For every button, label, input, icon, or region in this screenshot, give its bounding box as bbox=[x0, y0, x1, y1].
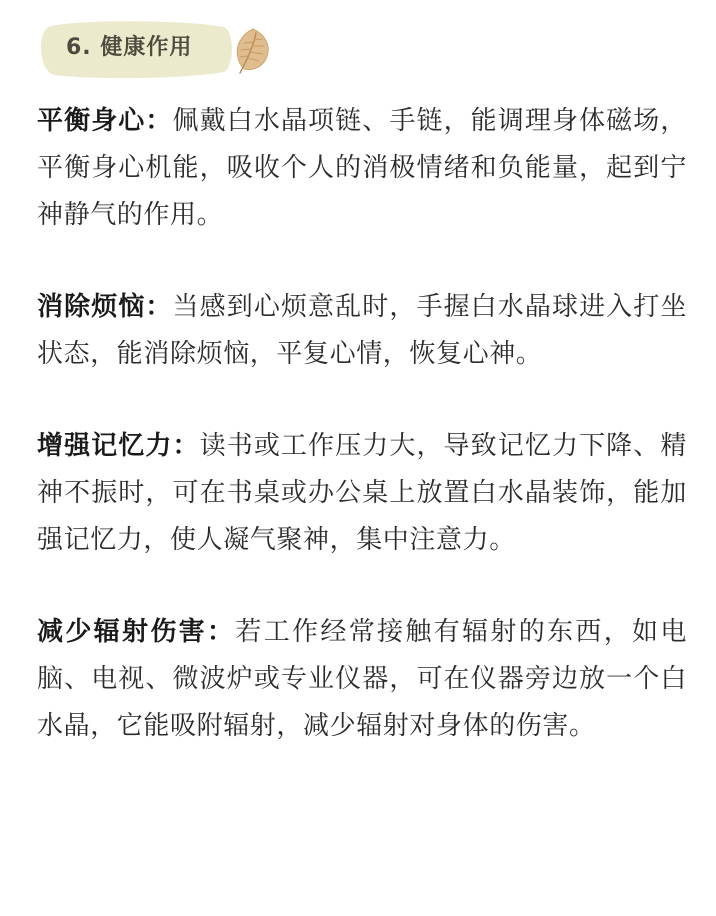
section-radiation bbox=[37, 609, 687, 750]
article-content bbox=[37, 98, 687, 795]
section-heading: 减少辐射伤害： bbox=[37, 617, 236, 647]
section-header bbox=[36, 18, 276, 80]
autumn-leaf-icon bbox=[232, 26, 274, 76]
section-text: 佩戴白水晶项链、手链，能调理身体磁场，平衡身心机能，吸收个人的消极情绪和负能量，起到宁神静气的作用。 bbox=[37, 106, 687, 230]
section-memory bbox=[37, 423, 687, 564]
section-text: 当感到心烦意乱时，手握白水晶球进入打坐状态，能消除烦恼，平复心情，恢复心神。 bbox=[37, 292, 687, 369]
section-heading: 消除烦恼： bbox=[37, 292, 173, 322]
section-heading: 平衡身心： bbox=[37, 106, 173, 136]
section-relieve-worry bbox=[37, 284, 687, 378]
section-heading: 增强记忆力： bbox=[37, 431, 200, 461]
section-title: 6. 健康作用 bbox=[66, 35, 193, 60]
section-text: 若工作经常接触有辐射的东西，如电脑、电视、微波炉或专业仪器，可在仪器旁边放一个白水晶，它能吸附辐射，减少辐射对身体的伤害。 bbox=[37, 617, 687, 741]
section-text: 读书或工作压力大，导致记忆力下降、精神不振时，可在书桌或办公桌上放置白水晶装饰，能加强记忆力，使人凝气聚神，集中注意力。 bbox=[37, 431, 687, 555]
section-balance bbox=[37, 98, 687, 239]
